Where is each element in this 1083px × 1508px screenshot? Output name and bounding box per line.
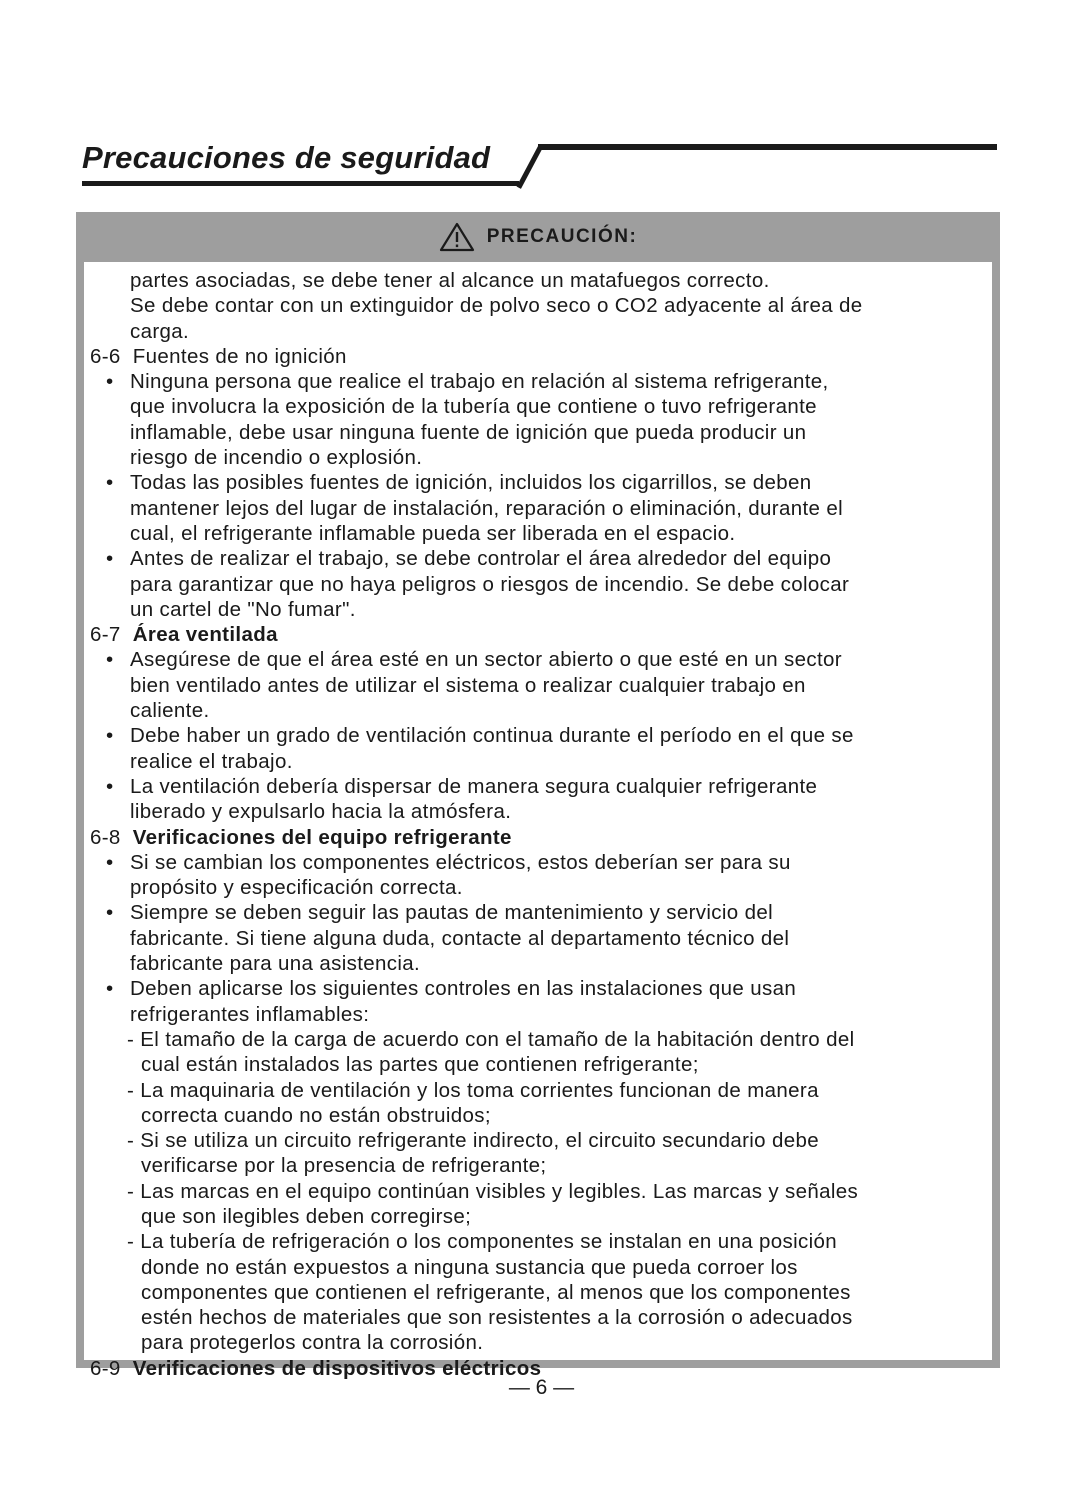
caution-box (76, 212, 1000, 1380)
section-heading-6-7 (90, 622, 990, 647)
dash-item: - La tubería de refrigeración o los componentes se instalan en una posición (127, 1230, 838, 1254)
list-item: • Deben aplicarse los siguientes controles en las instalaciones que usan (106, 977, 797, 1001)
list-item: • Siempre se deben seguir las pautas de mantenimiento y servicio del (106, 901, 773, 925)
bullet-icon: • (106, 850, 114, 874)
text-line: liberado y expulsarlo hacia la atmósfera. (130, 800, 512, 824)
section-title: Fuentes de no ignición (132, 344, 347, 368)
caution-text (90, 268, 990, 1381)
text-line: caliente. (130, 699, 210, 723)
text-line: que involucra la exposición de la tubería que contiene o tuvo refrigerante (130, 395, 817, 419)
text-line: riesgo de incendio o explosión. (130, 446, 423, 470)
caution-header (76, 212, 1000, 262)
section-heading-6-8 (90, 825, 990, 850)
text-line: carga. (130, 319, 190, 343)
dash-item: - Si se utiliza un circuito refrigerante indirecto, el circuito secundario debe (127, 1129, 819, 1153)
warning-triangle-icon (439, 222, 475, 252)
dash-item: - El tamaño de la carga de acuerdo con el tamaño de la habitación dentro del (127, 1027, 855, 1051)
section-title: Verificaciones del equipo refrigerante (132, 825, 512, 849)
page-number: — 6 — (508, 1376, 575, 1399)
text-line: refrigerantes inflamables: (130, 1002, 370, 1026)
list-item: • Antes de realizar el trabajo, se debe controlar el área alrededor del equipo (106, 547, 832, 571)
text-line: Se debe contar con un extinguidor de polvo seco o CO2 adyacente al área de (130, 294, 863, 318)
text-line: inflamable, debe usar ninguna fuente de ignición que pueda producir un (130, 420, 807, 444)
title-underline (82, 181, 519, 186)
list-item: • La ventilación debería dispersar de manera segura cualquier refrigerante (106, 774, 818, 798)
text-line: cual, el refrigerante inflamable pueda ser liberada en el espacio. (130, 521, 736, 545)
list-item: • Todas las posibles fuentes de ignición, incluidos los cigarrillos, se deben (106, 471, 812, 495)
text-line: correcta cuando no están obstruidos; (141, 1103, 491, 1127)
caution-label: PRECAUCIÓN: (486, 226, 638, 247)
section-number: 6-9 (90, 1356, 121, 1380)
bullet-icon: • (106, 648, 114, 672)
bullet-icon: • (106, 724, 114, 748)
bullet-icon: • (106, 901, 114, 925)
text-line: bien ventilado antes de utilizar el sistema o realizar cualquier trabajo en (130, 673, 806, 697)
list-item: • Si se cambian los componentes eléctricos, estos deberían ser para su (106, 850, 791, 874)
section-number: 6-7 (90, 623, 121, 647)
text-line: componentes que contienen el refrigerante, al menos que los componentes (141, 1280, 851, 1304)
title-rule-slash (517, 144, 544, 189)
section-heading-6-6 (90, 344, 990, 369)
bullet-icon: • (106, 370, 114, 394)
text-line: un cartel de "No fumar". (130, 597, 356, 621)
text-line: cual están instalados las partes que contienen refrigerante; (141, 1053, 699, 1077)
text-line: que son ilegibles deben corregirse; (141, 1204, 472, 1228)
section-number: 6-8 (90, 825, 121, 849)
text-line: para garantizar que no haya peligros o riesgos de incendio. Se debe colocar (130, 572, 850, 596)
bullet-icon: • (106, 547, 114, 571)
list-item: • Asegúrese de que el área esté en un sector abierto o que esté en un sector (106, 648, 842, 672)
bullet-icon: • (106, 977, 114, 1001)
text-line: mantener lejos del lugar de instalación, reparación o eliminación, durante el (130, 496, 843, 520)
bullet-icon: • (106, 774, 114, 798)
dash-item: - La maquinaria de ventilación y los toma corrientes funcionan de manera (127, 1078, 819, 1102)
text-line: partes asociadas, se debe tener al alcance un matafuegos correcto. (130, 269, 770, 292)
page-title: Precauciones de seguridad (82, 140, 491, 175)
dash-item: - Las marcas en el equipo continúan visibles y legibles. Las marcas y señales (127, 1179, 859, 1203)
text-line: donde no están expuestos a ninguna sustancia que pueda corroer los (141, 1255, 798, 1279)
title-rule-top (538, 144, 997, 150)
section-title: Área ventilada (132, 623, 278, 647)
caution-content-panel (84, 262, 992, 1380)
bullet-icon: • (106, 471, 114, 495)
text-line: estén hechos de materiales que son resistentes a la corrosión o adecuados (141, 1306, 853, 1330)
section-title: Verificaciones de dispositivos eléctricos (132, 1356, 542, 1380)
list-item: • Ninguna persona que realice el trabajo en relación al sistema refrigerante, (106, 370, 829, 394)
section-number: 6-6 (90, 344, 121, 368)
text-line: fabricante. Si tiene alguna duda, contacte al departamento técnico del (130, 926, 790, 950)
text-line: propósito y especificación correcta. (130, 876, 463, 900)
text-line: fabricante para una asistencia. (130, 952, 421, 976)
list-item: • Debe haber un grado de ventilación continua durante el período en el que se (106, 724, 854, 748)
text-line: realice el trabajo. (130, 749, 293, 773)
text-line: verificarse por la presencia de refrigerante; (141, 1154, 547, 1178)
text-line: para protegerlos contra la corrosión. (141, 1331, 484, 1355)
